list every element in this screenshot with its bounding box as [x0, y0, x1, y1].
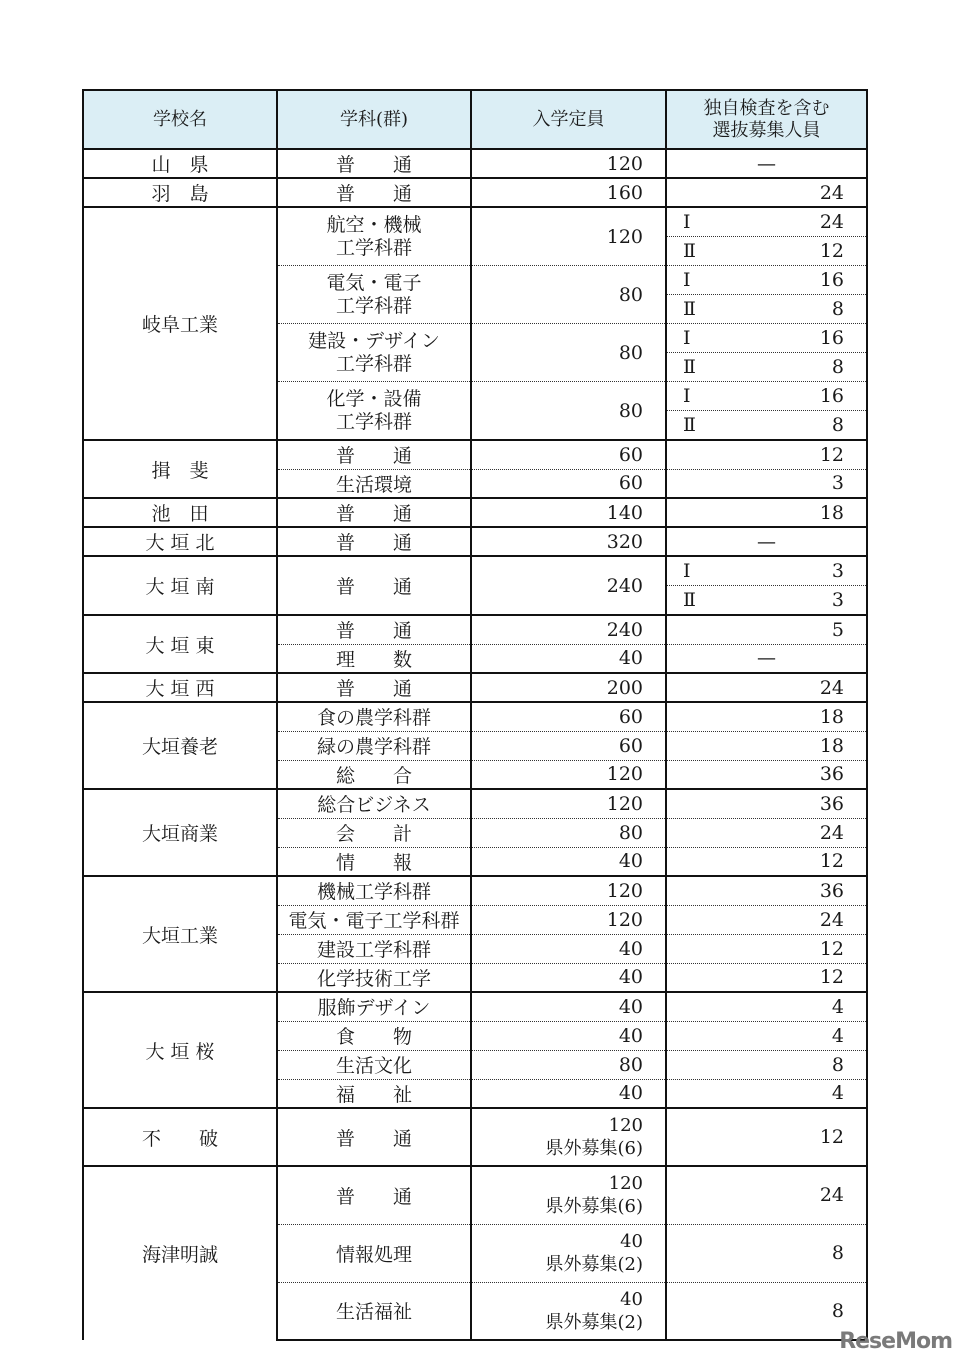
capacity: 80	[471, 266, 666, 324]
admission-quota-table	[82, 89, 868, 1341]
capacity: 160	[471, 178, 666, 207]
selection-part-i	[667, 208, 866, 236]
department-name: 総 合	[277, 760, 471, 789]
selection-count: 12	[666, 1108, 867, 1166]
header-row	[83, 90, 867, 149]
table-row	[83, 207, 867, 266]
round-label: Ⅰ	[683, 327, 691, 349]
selection-split	[666, 382, 867, 441]
capacity: 80	[471, 818, 666, 847]
selection-count: 3	[831, 560, 844, 582]
capacity: 80	[471, 1050, 666, 1079]
school-name: 大 垣 桜	[83, 992, 277, 1108]
department-name: 普 通	[277, 1108, 471, 1166]
round-label: Ⅰ	[683, 269, 691, 291]
table-row	[83, 789, 867, 818]
selection-count: 24	[819, 211, 844, 233]
header-selection	[666, 90, 867, 149]
department-name: 緑の農学科群	[277, 731, 471, 760]
capacity: 120	[471, 149, 666, 178]
selection-count: 4	[666, 992, 867, 1021]
table-row	[83, 556, 867, 615]
table-row	[83, 527, 867, 556]
capacity: 60	[471, 469, 666, 498]
selection-count: 16	[819, 327, 844, 349]
capacity: 240	[471, 615, 666, 644]
selection-count: 8	[831, 414, 844, 436]
department-line2: 工学科群	[335, 236, 412, 259]
capacity: 40	[471, 644, 666, 673]
department-name: 生活福祉	[277, 1282, 471, 1340]
capacity: 40	[471, 963, 666, 992]
table-row	[83, 673, 867, 702]
selection-count: —	[666, 644, 867, 673]
selection-part-ii	[667, 410, 866, 439]
capacity: 120	[471, 789, 666, 818]
capacity	[471, 1224, 666, 1282]
header-selection-line1: 独自検査を含む	[703, 97, 830, 119]
selection-split	[666, 207, 867, 266]
capacity: 240	[471, 556, 666, 615]
school-name: 大 垣 南	[83, 556, 277, 615]
capacity	[471, 1166, 666, 1224]
selection-count: 36	[666, 789, 867, 818]
capacity: 60	[471, 731, 666, 760]
school-name: 岐阜工業	[83, 207, 277, 440]
selection-count: 16	[819, 269, 844, 291]
department-name: 電気・電子工学科群	[277, 905, 471, 934]
round-label: Ⅰ	[683, 560, 691, 582]
selection-count: 8	[831, 298, 844, 320]
capacity-value: 120	[608, 1173, 643, 1195]
department-name: 普 通	[277, 673, 471, 702]
department-name	[277, 207, 471, 266]
selection-part-ii	[667, 352, 866, 381]
department-name	[277, 266, 471, 324]
selection-count: 8	[666, 1224, 867, 1282]
capacity	[471, 1108, 666, 1166]
selection-count: 24	[666, 818, 867, 847]
selection-split	[666, 324, 867, 382]
capacity: 40	[471, 847, 666, 876]
selection-part-i	[667, 266, 866, 294]
selection-count: —	[666, 527, 867, 556]
selection-count: 8	[666, 1282, 867, 1340]
capacity: 80	[471, 382, 666, 441]
capacity: 320	[471, 527, 666, 556]
round-label: Ⅰ	[683, 211, 691, 233]
department-name: 生活環境	[277, 469, 471, 498]
school-name: 大垣商業	[83, 789, 277, 876]
school-name: 不 破	[83, 1108, 277, 1166]
selection-count: 12	[666, 440, 867, 469]
selection-count: 8	[666, 1050, 867, 1079]
selection-count: 18	[666, 702, 867, 731]
selection-part-ii	[667, 236, 866, 265]
capacity: 60	[471, 702, 666, 731]
department-name: 普 通	[277, 178, 471, 207]
capacity: 80	[471, 324, 666, 382]
round-label: Ⅰ	[683, 385, 691, 407]
department-name: 福 祉	[277, 1079, 471, 1108]
department-name: 生活文化	[277, 1050, 471, 1079]
department-line2: 工学科群	[335, 294, 412, 317]
selection-count: 12	[666, 934, 867, 963]
table-row	[83, 992, 867, 1021]
watermark-logo: ReseMom	[839, 1329, 952, 1354]
department-name: 食 物	[277, 1021, 471, 1050]
table-row	[83, 615, 867, 644]
selection-part-ii	[667, 294, 866, 323]
header-school: 学校名	[83, 90, 277, 149]
table-row	[83, 440, 867, 469]
round-label: Ⅱ	[683, 298, 696, 320]
table-row	[83, 149, 867, 178]
capacity: 120	[471, 905, 666, 934]
department-line2: 工学科群	[335, 410, 412, 433]
table-row	[83, 1166, 867, 1224]
department-name: 機械工学科群	[277, 876, 471, 905]
capacity-value: 120	[608, 1115, 643, 1136]
selection-count: 24	[666, 673, 867, 702]
department-name: 普 通	[277, 615, 471, 644]
table-row	[83, 1108, 867, 1166]
department-name: 理 数	[277, 644, 471, 673]
selection-part-ii	[667, 585, 866, 614]
selection-count: 24	[666, 178, 867, 207]
capacity: 40	[471, 1021, 666, 1050]
selection-part-i	[667, 557, 866, 585]
school-name: 大垣養老	[83, 702, 277, 789]
department-name: 普 通	[277, 556, 471, 615]
department-name: 普 通	[277, 527, 471, 556]
department-name: 会 計	[277, 818, 471, 847]
department-name: 普 通	[277, 1166, 471, 1224]
selection-count: 4	[666, 1079, 867, 1108]
department-name: 総合ビジネス	[277, 789, 471, 818]
school-name: 揖 斐	[83, 440, 277, 498]
selection-count: 5	[666, 615, 867, 644]
department-line1: 電気・電子	[326, 271, 422, 294]
selection-count: 24	[666, 905, 867, 934]
selection-count: 3	[666, 469, 867, 498]
capacity: 200	[471, 673, 666, 702]
header-department: 学科(群)	[277, 90, 471, 149]
selection-count: 12	[666, 963, 867, 992]
out-of-prefecture-note: 県外募集(2)	[545, 1311, 643, 1333]
school-name: 大 垣 北	[83, 527, 277, 556]
capacity	[471, 1282, 666, 1340]
department-name: 建設工学科群	[277, 934, 471, 963]
selection-count: 24	[666, 1166, 867, 1224]
capacity: 120	[471, 207, 666, 266]
department-line1: 建設・デザイン	[308, 329, 440, 352]
department-name: 化学技術工学	[277, 963, 471, 992]
table-row	[83, 498, 867, 527]
table-row	[83, 178, 867, 207]
round-label: Ⅱ	[683, 414, 696, 436]
department-name: 食の農学科群	[277, 702, 471, 731]
selection-split	[666, 556, 867, 615]
selection-count: 12	[819, 240, 844, 262]
round-label: Ⅱ	[683, 589, 696, 611]
selection-count: 3	[831, 589, 844, 611]
department-line1: 航空・機械	[326, 213, 422, 236]
selection-count: 36	[666, 760, 867, 789]
table-row	[83, 876, 867, 905]
school-name: 大 垣 東	[83, 615, 277, 673]
department-name: 情 報	[277, 847, 471, 876]
department-name: 服飾デザイン	[277, 992, 471, 1021]
capacity: 120	[471, 760, 666, 789]
school-name: 羽 島	[83, 178, 277, 207]
department-name: 普 通	[277, 149, 471, 178]
department-name: 情報処理	[277, 1224, 471, 1282]
selection-count: 12	[666, 847, 867, 876]
school-name: 大 垣 西	[83, 673, 277, 702]
selection-count: —	[666, 149, 867, 178]
department-line2: 工学科群	[335, 352, 412, 375]
capacity: 140	[471, 498, 666, 527]
selection-count: 8	[831, 356, 844, 378]
out-of-prefecture-note: 県外募集(6)	[545, 1196, 643, 1218]
header-capacity: 入学定員	[471, 90, 666, 149]
round-label: Ⅱ	[683, 240, 696, 262]
department-name	[277, 324, 471, 382]
selection-count: 4	[666, 1021, 867, 1050]
selection-part-i	[667, 382, 866, 410]
department-name	[277, 382, 471, 441]
selection-count: 18	[666, 731, 867, 760]
selection-part-i	[667, 324, 866, 352]
capacity: 40	[471, 1079, 666, 1108]
department-line1: 化学・設備	[326, 387, 422, 410]
selection-count: 36	[666, 876, 867, 905]
school-name: 山 県	[83, 149, 277, 178]
selection-split	[666, 266, 867, 324]
capacity-value: 40	[620, 1288, 643, 1310]
capacity-value: 40	[620, 1231, 643, 1252]
capacity: 40	[471, 992, 666, 1021]
selection-count: 16	[819, 385, 844, 407]
department-name: 普 通	[277, 440, 471, 469]
school-name: 大垣工業	[83, 876, 277, 992]
school-name: 海津明誠	[83, 1166, 277, 1340]
round-label: Ⅱ	[683, 356, 696, 378]
header-selection-line2: 選抜募集人員	[712, 119, 821, 141]
table-row	[83, 702, 867, 731]
school-name: 池 田	[83, 498, 277, 527]
capacity: 40	[471, 934, 666, 963]
out-of-prefecture-note: 県外募集(2)	[545, 1254, 643, 1275]
capacity: 120	[471, 876, 666, 905]
capacity: 60	[471, 440, 666, 469]
selection-count: 18	[666, 498, 867, 527]
out-of-prefecture-note: 県外募集(6)	[545, 1138, 643, 1159]
department-name: 普 通	[277, 498, 471, 527]
